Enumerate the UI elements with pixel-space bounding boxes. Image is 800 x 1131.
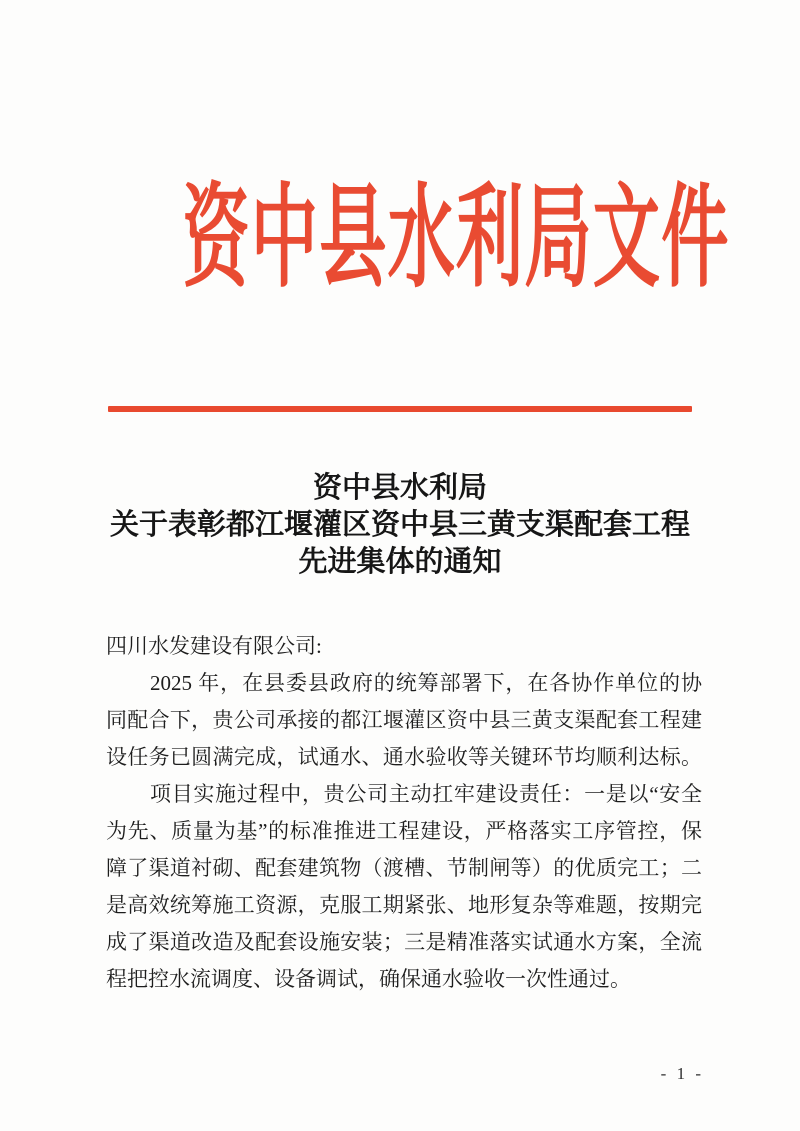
document-body bbox=[106, 628, 702, 998]
body-line: 同配合下，贵公司承接的都江堰灌区资中县三黄支渠配套工程建 bbox=[106, 708, 702, 732]
salutation: 四川水发建设有限公司: bbox=[106, 634, 322, 658]
red-separator-line bbox=[108, 406, 692, 412]
body-line: 成了渠道改造及配套设施安装；三是精准落实试通水方案，全流 bbox=[106, 930, 702, 954]
body-line: 是高效统筹施工资源，克服工期紧张、地形复杂等难题，按期完 bbox=[106, 893, 702, 917]
title-line-notice: 先进集体的通知 bbox=[298, 546, 502, 578]
title-line-subject: 关于表彰都江堰灌区资中县三黄支渠配套工程 bbox=[109, 509, 690, 541]
document-title bbox=[0, 470, 800, 581]
masthead bbox=[0, 177, 800, 301]
title-line-issuer: 资中县水利局 bbox=[312, 472, 487, 504]
masthead-title: 资中县水利局文件 bbox=[182, 177, 730, 301]
body-line: 项目实施过程中，贵公司主动扛牢建设责任：一是以“安全 bbox=[150, 782, 702, 806]
body-line: 程把控水流调度、设备调试，确保通水验收一次性通过。 bbox=[106, 967, 631, 991]
body-line: 设任务已圆满完成，试通水、通水验收等关键环节均顺利达标。 bbox=[106, 745, 702, 769]
page-number: - 1 - bbox=[660, 1064, 704, 1083]
body-line: 障了渠道衬砌、配套建筑物（渡槽、节制闸等）的优质完工；二 bbox=[106, 856, 702, 880]
body-line: 2025 年，在县委县政府的统筹部署下，在各协作单位的协 bbox=[150, 671, 702, 695]
body-line: 为先、质量为基”的标准推进工程建设，严格落实工序管控，保 bbox=[106, 819, 702, 843]
